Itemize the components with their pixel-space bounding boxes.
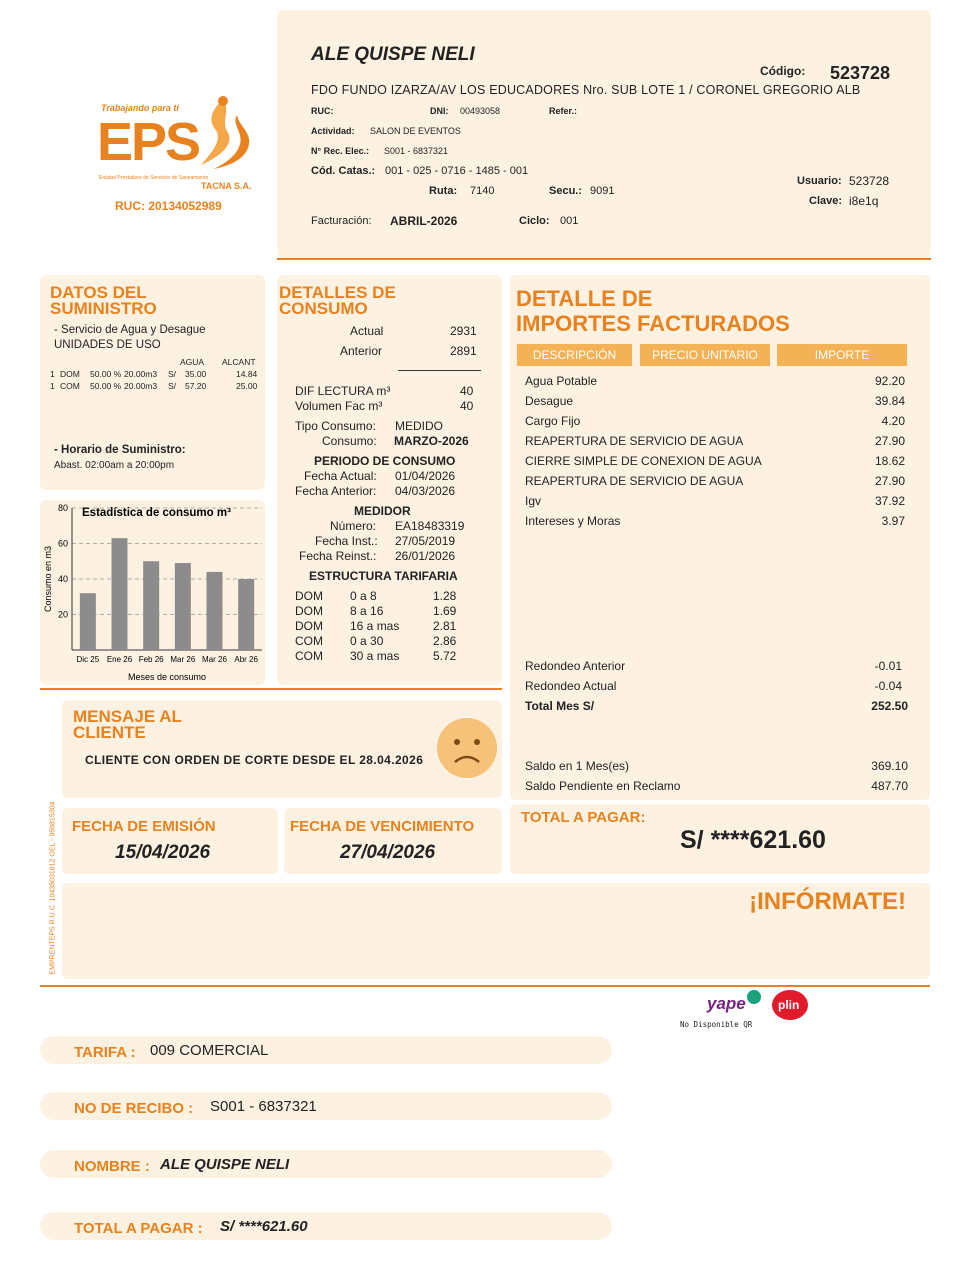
fa-value: 01/04/2026	[395, 469, 456, 483]
actual-value: 2931	[450, 324, 477, 338]
ruta-label: Ruta:	[429, 185, 458, 197]
frein-value: 26/01/2026	[395, 549, 456, 563]
chart-title: Estadística de consumo m³	[82, 507, 231, 519]
importe-desc: Agua Potable	[525, 374, 598, 388]
x-tick-label: Dic 25	[76, 655, 100, 664]
finst-value: 27/05/2019	[395, 534, 456, 548]
periodo-title: PERIODO DE CONSUMO	[314, 454, 456, 468]
fact-value: ABRIL-2026	[390, 214, 458, 228]
logo-ruc: RUC: 20134052989	[115, 199, 222, 213]
unit-s: S/	[168, 369, 177, 379]
col-agua: AGUA	[180, 357, 205, 367]
logo-city: TACNA S.A.	[201, 181, 252, 191]
unit-agua: 35.00	[185, 369, 207, 379]
importe-row	[525, 374, 910, 388]
total-label: TOTAL A PAGAR:	[521, 809, 646, 826]
bar	[207, 572, 223, 650]
tarifa-valor: 2.86	[433, 634, 457, 648]
rec-value: S001 - 6837321	[384, 146, 449, 156]
importe-row	[525, 454, 910, 468]
reclamo-label: Saldo Pendiente en Reclamo	[525, 779, 681, 793]
redondeo-anterior-value: -0.01	[874, 659, 902, 673]
plin-text: plin	[778, 998, 800, 1012]
col-alcant: ALCANT	[222, 357, 256, 367]
unit-alc: 25.00	[236, 381, 258, 391]
y-tick-label: 40	[57, 574, 68, 584]
redondeo-actual-value: -0.04	[874, 679, 902, 693]
emision-panel	[62, 808, 278, 874]
importe-value: 37.92	[874, 494, 905, 508]
vol-label: Volumen Fac m³	[295, 399, 383, 413]
ciclo-value: 001	[560, 215, 579, 227]
suministro-units: UNIDADES DE USO	[54, 339, 161, 351]
x-tick-label: Feb 26	[138, 655, 164, 664]
suministro-service: - Servicio de Agua y Desague	[54, 324, 206, 336]
tarifa-tipo: COM	[295, 649, 323, 663]
reading-divider	[398, 370, 481, 371]
bar	[112, 538, 128, 650]
x-tick-label: Mar 26	[202, 655, 227, 664]
nombre-strip-value: ALE QUISPE NELI	[160, 1156, 290, 1173]
num-value: EA18483319	[395, 519, 465, 533]
th-precio-unitario: PRECIO UNITARIO	[640, 344, 770, 366]
catas-label: Cód. Catas.:	[311, 165, 376, 177]
logo-entity: Entidad Prestadora de Servicios de Saneamiento	[99, 175, 209, 181]
ruc-label: RUC:	[311, 106, 334, 116]
importes-title-2: IMPORTES FACTURADOS	[516, 311, 790, 336]
consumo-title-1: DETALLES DE	[279, 283, 396, 302]
importe-row	[525, 394, 910, 408]
vencimiento-panel	[284, 808, 502, 874]
finst-label: Fecha Inst.:	[315, 534, 378, 548]
dif-label: DIF LECTURA m³	[295, 384, 391, 398]
unit-pct: 50.00 %	[90, 369, 122, 379]
anterior-label: Anterior	[340, 344, 383, 358]
emision-value: 15/04/2026	[115, 842, 211, 863]
mensaje-title-2: CLIENTE	[73, 723, 146, 742]
bar	[80, 593, 96, 650]
consumo-title-2: CONSUMO	[279, 299, 368, 318]
catas-value: 001 - 025 - 0716 - 1485 - 001	[385, 165, 529, 177]
y-tick-label: 20	[57, 609, 68, 620]
plin-logo[interactable]	[772, 990, 808, 1020]
importe-desc: Intereses y Moras	[525, 514, 621, 528]
importe-value: 92.20	[874, 374, 905, 388]
clave-label: Clave:	[809, 195, 843, 207]
dif-value: 40	[460, 384, 474, 398]
recibo-strip	[40, 1092, 612, 1120]
redondeo-anterior-label: Redondeo Anterior	[525, 659, 626, 673]
suministro-panel	[40, 275, 265, 490]
estructura-title: ESTRUCTURA TARIFARIA	[309, 569, 458, 583]
mid-divider	[40, 688, 502, 690]
total-mes-row	[525, 699, 910, 713]
cons-label: Consumo:	[322, 434, 377, 448]
footer-divider	[40, 985, 930, 987]
ciclo-label: Ciclo:	[519, 215, 550, 227]
informate-title: ¡INFÓRMATE!	[749, 888, 906, 915]
tarifa-strip-value: 009 COMERCIAL	[150, 1042, 269, 1059]
unit-m3: 20.00m3	[124, 381, 158, 391]
unit-row	[50, 369, 260, 381]
dni-label: DNI:	[430, 106, 449, 116]
tarifa-valor: 1.28	[433, 589, 457, 603]
dni-value: 00493058	[460, 106, 501, 116]
consumption-chart	[40, 500, 265, 685]
importe-value: 3.97	[881, 514, 905, 528]
total-strip-value: S/ ****621.60	[220, 1218, 308, 1235]
yape-logo[interactable]	[703, 990, 763, 1018]
y-tick-label: 80	[57, 503, 68, 513]
tarifa-valor: 5.72	[433, 649, 457, 663]
unit-tipo: DOM	[60, 369, 80, 379]
redondeo-actual-label: Redondeo Actual	[525, 679, 617, 693]
saldo-row	[525, 759, 910, 773]
actual-label: Actual	[350, 324, 384, 338]
unit-alc: 14.84	[236, 369, 258, 379]
total-strip-label: TOTAL A PAGAR :	[74, 1220, 203, 1237]
sad-face-icon	[435, 716, 499, 780]
unit-tipo: COM	[60, 381, 80, 391]
importe-row	[525, 474, 910, 488]
unit-agua: 57.20	[185, 381, 207, 391]
importe-value: 27.90	[874, 474, 905, 488]
total-mes-label: Total Mes S/	[525, 699, 595, 713]
informate-panel	[62, 883, 930, 979]
cons-value: MARZO-2026	[394, 434, 469, 448]
importe-desc: REAPERTURA DE SERVICIO DE AGUA	[525, 434, 744, 448]
tarifa-strip-label: TARIFA :	[74, 1044, 136, 1061]
usuario-value: 523728	[849, 174, 890, 188]
tarifa-valor: 1.69	[433, 604, 457, 618]
actividad-value: SALON DE EVENTOS	[370, 126, 461, 136]
unit-m3: 20.00m3	[124, 369, 158, 379]
anterior-value: 2891	[450, 344, 477, 358]
redondeo-anterior-row	[525, 659, 910, 673]
secu-value: 9091	[590, 185, 615, 197]
fact-label: Facturación:	[311, 215, 372, 227]
unit-n: 1	[50, 369, 55, 379]
redondeo-actual-row	[525, 679, 910, 693]
tarifa-rango: 0 a 30	[350, 634, 384, 648]
suministro-title-1: DATOS DEL	[50, 283, 147, 302]
importe-value: 4.20	[881, 414, 905, 428]
qr-note: No Disponible QR	[680, 1020, 753, 1029]
rec-label: N° Rec. Elec.:	[311, 146, 370, 156]
x-axis-label: Meses de consumo	[127, 672, 207, 682]
bar	[238, 579, 254, 650]
saldo-value: 369.10	[871, 759, 908, 773]
tarifa-rango: 8 a 16	[350, 604, 384, 618]
unit-pct: 50.00 %	[90, 381, 122, 391]
water-drop-wave-icon	[193, 95, 255, 173]
usuario-label: Usuario:	[797, 175, 842, 187]
actividad-label: Actividad:	[311, 126, 355, 136]
tarifa-tipo: DOM	[295, 604, 323, 618]
saldo-label: Saldo en 1 Mes(es)	[525, 759, 630, 773]
importe-row	[525, 494, 910, 508]
client-name: ALE QUISPE NELI	[311, 44, 475, 65]
th-descripcion: DESCRIPCIÓN	[517, 344, 632, 366]
horario-label: - Horario de Suministro:	[54, 444, 186, 456]
bar	[175, 563, 191, 650]
total-value: S/ ****621.60	[680, 826, 826, 854]
importe-desc: Desague	[525, 394, 574, 408]
logo	[95, 95, 260, 220]
codigo-label: Código:	[760, 64, 806, 78]
logo-brand: EPS	[97, 112, 200, 172]
nombre-strip	[40, 1150, 612, 1178]
fant-value: 04/03/2026	[395, 484, 456, 498]
yape-text: yape	[707, 994, 746, 1013]
chart-panel	[40, 500, 265, 685]
total-panel	[510, 804, 930, 874]
vencimiento-label: FECHA DE VENCIMIENTO	[290, 818, 475, 835]
logo-tagline: Trabajando para ti	[101, 103, 179, 113]
importe-row	[525, 434, 910, 448]
tarifa-valor: 2.81	[433, 619, 457, 633]
nombre-strip-label: NOMBRE :	[74, 1158, 150, 1175]
side-legal-text: EMPRENTEPS R.U.C. 10435031012 OEL - 956815304	[49, 801, 57, 975]
importe-desc: Igv	[525, 494, 542, 508]
frein-label: Fecha Reinst.:	[299, 549, 377, 563]
num-label: Número:	[330, 519, 377, 533]
recibo-strip-label: NO DE RECIBO :	[74, 1100, 194, 1117]
bar	[143, 561, 159, 650]
unit-row	[50, 381, 260, 393]
suministro-title-2: SUMINISTRO	[50, 299, 157, 318]
importe-desc: CIERRE SIMPLE DE CONEXION DE AGUA	[525, 454, 762, 468]
importe-value: 39.84	[874, 394, 905, 408]
importe-value: 27.90	[874, 434, 905, 448]
x-tick-label: Abr 26	[234, 655, 258, 664]
fa-label: Fecha Actual:	[304, 469, 377, 483]
tarifa-rango: 16 a mas	[350, 619, 400, 633]
y-tick-label: 60	[57, 538, 68, 549]
recibo-strip-value: S001 - 6837321	[210, 1098, 317, 1115]
client-address: FDO FUNDO IZARZA/AV LOS EDUCADORES Nro. SUB LOTE 1 / CORONEL GREGORIO ALB	[311, 83, 861, 97]
total-strip	[40, 1212, 612, 1240]
mensaje-panel	[62, 700, 502, 798]
fant-label: Fecha Anterior:	[295, 484, 377, 498]
vencimiento-value: 27/04/2026	[340, 842, 436, 863]
tarifa-tipo: COM	[295, 634, 323, 648]
tarifa-rango: 30 a mas	[350, 649, 400, 663]
total-mes-value: 252.50	[871, 699, 908, 713]
tarifa-tipo: DOM	[295, 619, 323, 633]
refer-label: Refer.:	[549, 106, 578, 116]
x-tick-label: Mar 26	[170, 655, 196, 664]
mensaje-title-1: MENSAJE AL	[73, 707, 182, 726]
tarifa-rango: 0 a 8	[350, 589, 377, 603]
medidor-title: MEDIDOR	[354, 504, 411, 518]
tarifa-strip	[40, 1036, 612, 1064]
importe-row	[525, 514, 910, 528]
y-axis-label: Consumo en m3	[43, 545, 53, 613]
importe-value: 18.62	[874, 454, 905, 468]
x-tick-label: Ene 26	[106, 655, 133, 664]
codigo-value: 523728	[830, 63, 891, 83]
secu-label: Secu.:	[549, 185, 583, 197]
tipo-value: MEDIDO	[395, 419, 443, 433]
vol-value: 40	[460, 399, 474, 413]
unit-n: 1	[50, 381, 55, 391]
client-panel	[277, 10, 931, 258]
emision-label: FECHA DE EMISIÓN	[72, 818, 216, 835]
tarifa-tipo: DOM	[295, 589, 323, 603]
importe-desc: REAPERTURA DE SERVICIO DE AGUA	[525, 474, 744, 488]
th-importe: IMPORTE	[777, 344, 907, 366]
yape-badge-icon	[747, 990, 761, 1004]
importe-desc: Cargo Fijo	[525, 414, 581, 428]
clave-value: i8e1q	[849, 194, 879, 208]
mensaje-text: CLIENTE CON ORDEN DE CORTE DESDE EL 28.04.2026	[85, 753, 424, 767]
reclamo-value: 487.70	[871, 779, 908, 793]
unit-s: S/	[168, 381, 177, 391]
header-divider	[277, 258, 931, 260]
ruta-value: 7140	[470, 185, 495, 197]
importes-title-1: DETALLE DE	[516, 286, 653, 311]
horario-value: Abast. 02:00am a 20:00pm	[54, 460, 175, 471]
importe-row	[525, 414, 910, 428]
tipo-label: Tipo Consumo:	[295, 419, 376, 433]
reclamo-row	[525, 779, 910, 793]
